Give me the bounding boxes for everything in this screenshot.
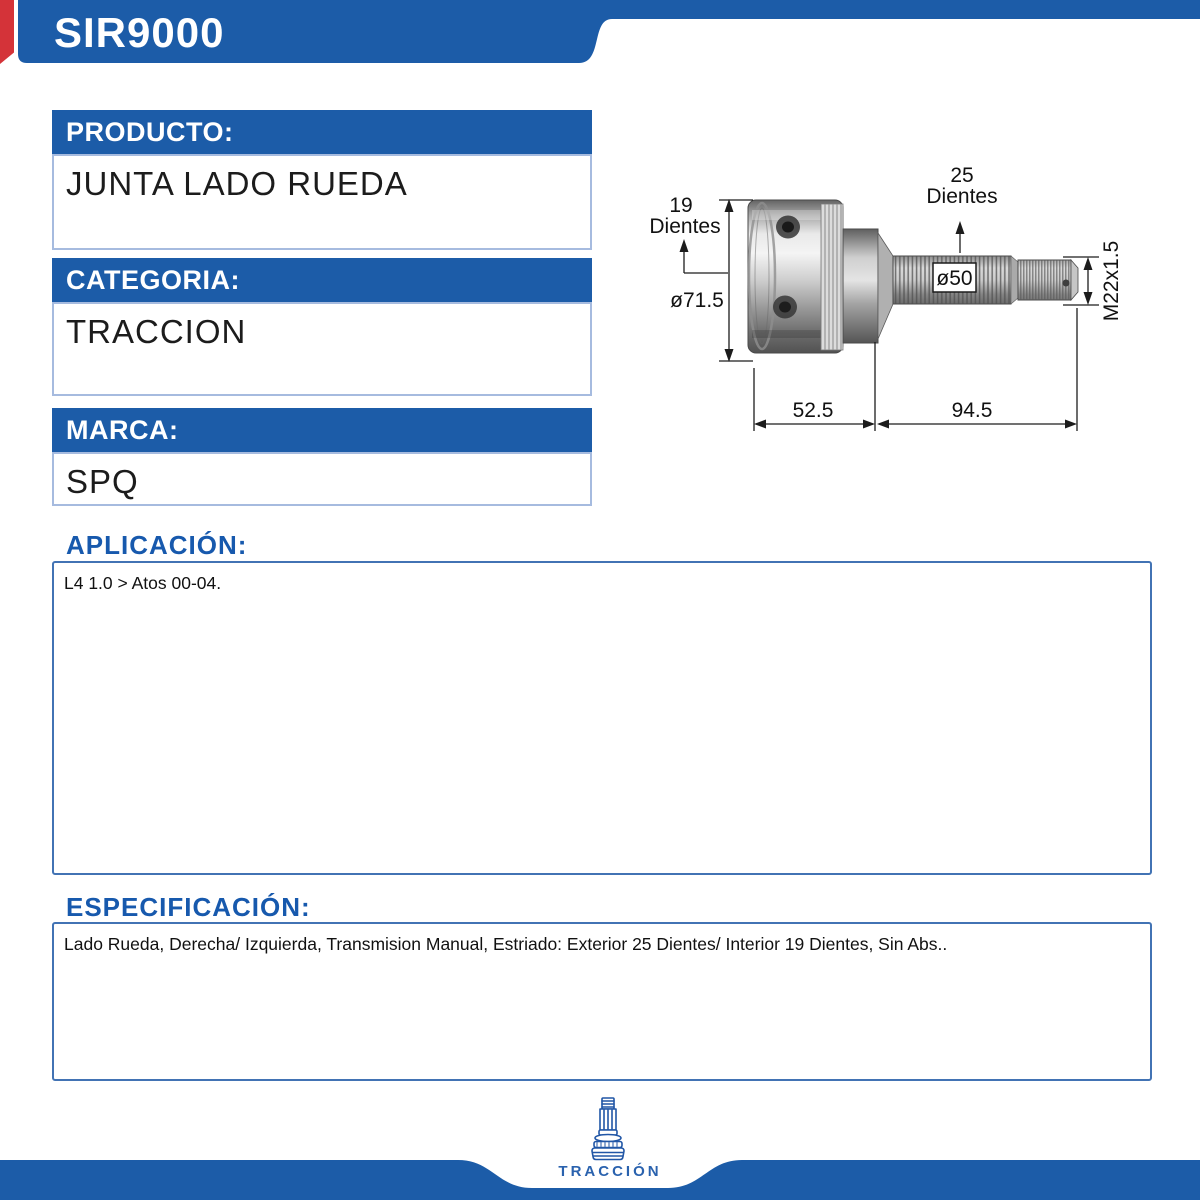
producto-label-bar bbox=[52, 110, 592, 154]
marca-value: SPQ bbox=[66, 463, 139, 500]
categoria-value-box bbox=[52, 302, 592, 396]
body-diameter-label: ø71.5 bbox=[670, 289, 724, 312]
categoria-value: TRACCION bbox=[66, 313, 247, 350]
step-cylinder bbox=[843, 229, 878, 343]
marca-label: MARCA: bbox=[66, 414, 179, 445]
part-number: SIR9000 bbox=[54, 9, 225, 56]
producto-value-box bbox=[52, 154, 592, 250]
producto-value: JUNTA LADO RUEDA bbox=[66, 165, 408, 202]
aplicacion-text: L4 1.0 > Atos 00-04. bbox=[64, 573, 222, 593]
marca-value-box bbox=[52, 452, 592, 506]
especificacion-text: Lado Rueda, Derecha/ Izquierda, Transmision Manual, Estriado: Exterior 25 Dientes/ Interior 19 Dientes, Sin Abs.. bbox=[64, 934, 948, 954]
outer-teeth-count: 25 bbox=[950, 164, 974, 187]
cv-joint-technical-diagram bbox=[620, 150, 1165, 460]
categoria-label-bar bbox=[52, 258, 592, 302]
aplicacion-box bbox=[52, 561, 1152, 875]
inner-teeth-word: Dientes bbox=[649, 215, 721, 238]
aplicacion-title: APLICACIÓN: bbox=[66, 530, 248, 560]
outer-teeth-word: Dientes bbox=[926, 185, 998, 208]
marca-label-bar bbox=[52, 408, 592, 452]
especificacion-box bbox=[52, 922, 1152, 1081]
body-length-label: 52.5 bbox=[792, 399, 834, 422]
producto-label: PRODUCTO: bbox=[66, 116, 234, 147]
inner-teeth-count: 19 bbox=[669, 194, 693, 217]
cv-joint-icon bbox=[588, 1097, 628, 1161]
spline-diameter-label: ø50 bbox=[936, 267, 973, 290]
especificacion-title: ESPECIFICACIÓN: bbox=[66, 892, 311, 922]
cv-joint-illustration bbox=[748, 200, 1078, 353]
thread-spec-label: M22x1.5 bbox=[1100, 240, 1123, 322]
shaft-length-label: 94.5 bbox=[951, 399, 993, 422]
categoria-label: CATEGORIA: bbox=[66, 264, 240, 295]
footer-category-label: TRACCIÓN bbox=[558, 1163, 662, 1180]
